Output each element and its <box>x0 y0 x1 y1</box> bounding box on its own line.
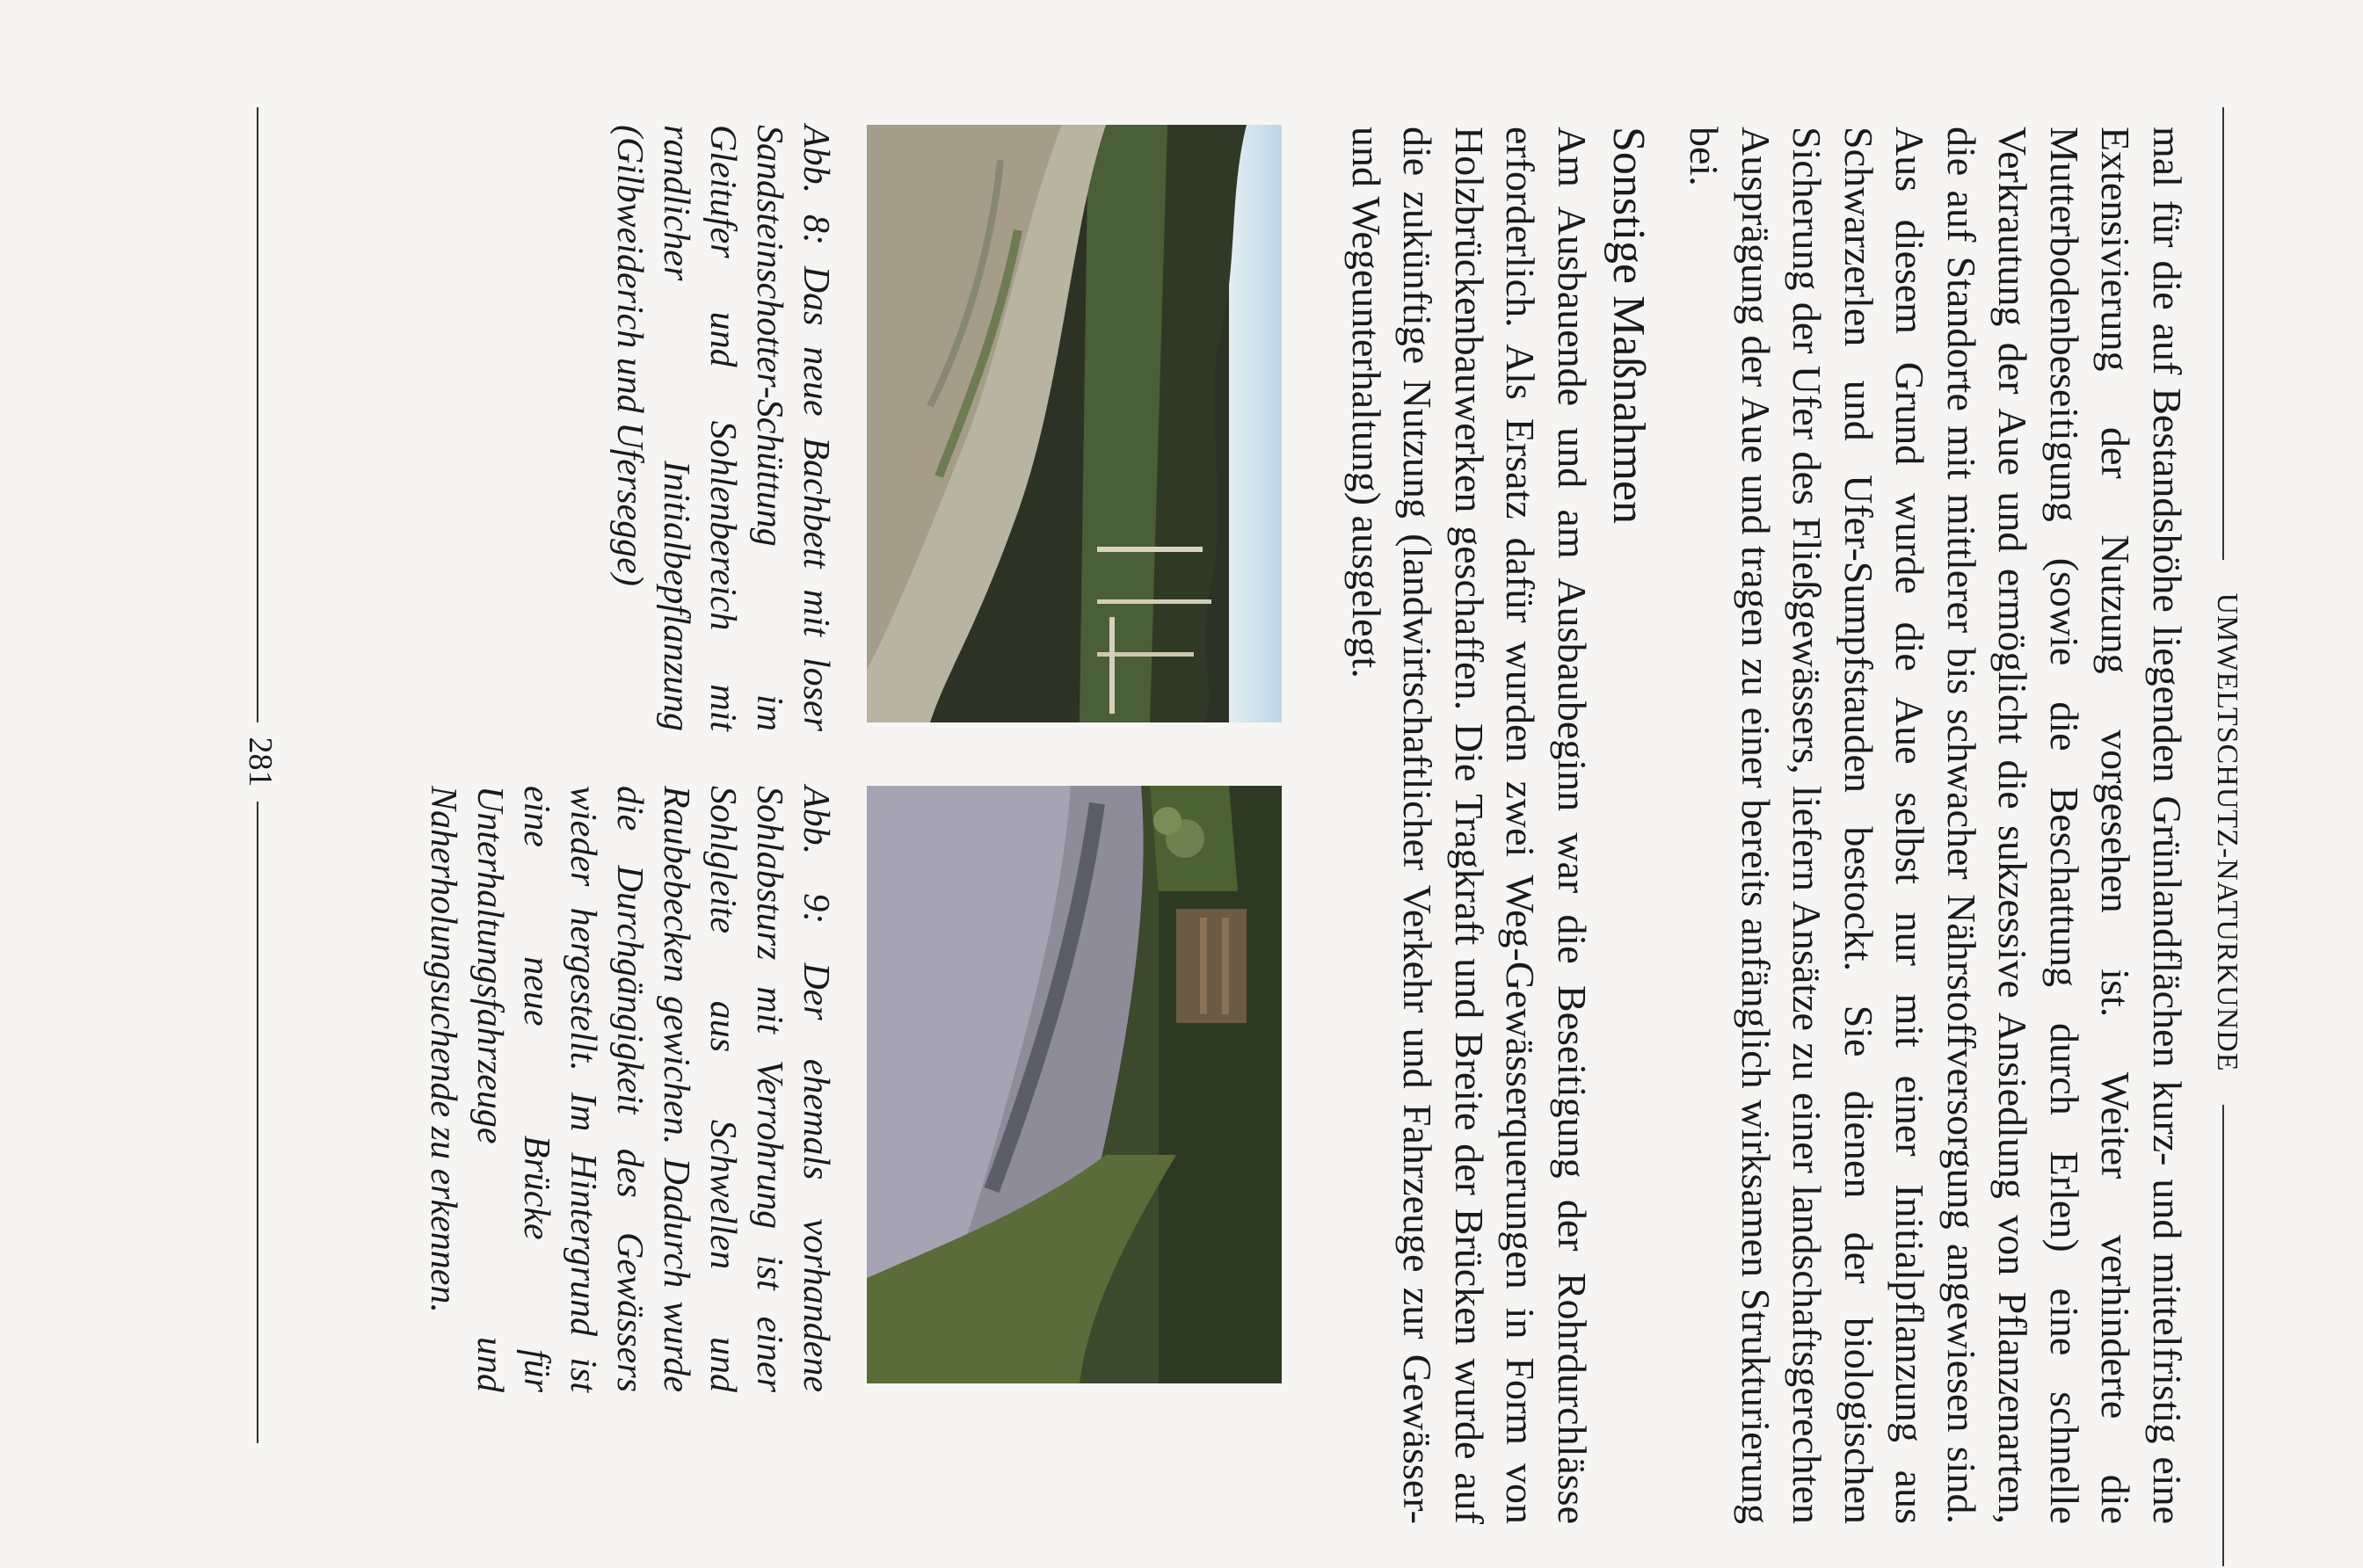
figure-9-photo <box>867 786 1282 1383</box>
footer-rule-right <box>257 802 258 1443</box>
footer-rule-left <box>257 107 258 722</box>
section-heading: Sonstige Maßnahmen <box>1603 127 1654 525</box>
book-page <box>65 28 2298 1540</box>
figure-8-photo <box>867 125 1282 722</box>
paragraph: mal für die auf Bestandshöhe liegenden Grünlandflächen kurz- und mittelfristig eine Extensivierung der Nutzung vorgesehen ist. Weiter verhinderte die Mutterbodenbeseitigung (sowie die Beschattung durch Erlen) eine schnelle Verkrautung der Aue und ermöglicht die sukzessive Ansiedlung von Pflanzenarten, die auf Standorte mit mittlerer bis schwacher Nährstoffversorgung angewiesen sind. Aus diesem Grund wurde die Aue selbst nur mit einer Initialpflanzung aus Schwarzerlen und Ufer-Sumpfstauden bestockt. Sie dienen der biologischen Sicherung der Ufer des Fließgewässers, liefern Ansätze zu einer landschaftsgerechten Ausprägung der Aue und tragen zu einer bereits anfänglich wirksamen Strukturierung bei. <box>1682 127 2190 1524</box>
header-rule-right <box>2222 1105 2224 1566</box>
running-header: UMWELTSCHUTZ-NATURKUNDE <box>2211 592 2243 1072</box>
figure-9-caption: Abb. 9: Der ehemals vorhandene Sohlabsturz mit Verrohrung ist einer Sohlgleite aus Schwellen und Raubebecken gewichen. Dadurch wurde die Durchgängigkeit des Gewässers wieder hergestellt. Im Hintergrund ist eine neue Brücke für Unterhaltungsfahrzeuge und Naherholungsuchende zu erkennen. <box>423 786 836 1392</box>
figure-8-caption: Abb. 8: Das neue Bachbett mit loser Sandsteinschotter-Schüttung im Gleitufer und Sohlenbereich mit randlicher Initialbepflanzung (Gilbweiderich und Ufersegge) <box>609 125 836 731</box>
paragraph: Am Ausbauende und am Ausbaubeginn war die Beseitigung der Rohrdurchlässe erforderlich. Als Ersatz dafür wurden zwei Weg-Gewässerquerungen in Form von Holzbrückenbauwerken geschaffen. Die Tragkraft und Breite der Brücken wurde auf die zukünftige Nutzung (landwirtschaftlicher Verkehr und Fahrzeuge zur Gewässer- und Wegeunterhaltung) ausgelegt. <box>1344 127 1595 1524</box>
header-rule-left <box>2222 107 2224 560</box>
body-text <box>1341 127 2193 1524</box>
page-number: 281 <box>242 737 279 788</box>
